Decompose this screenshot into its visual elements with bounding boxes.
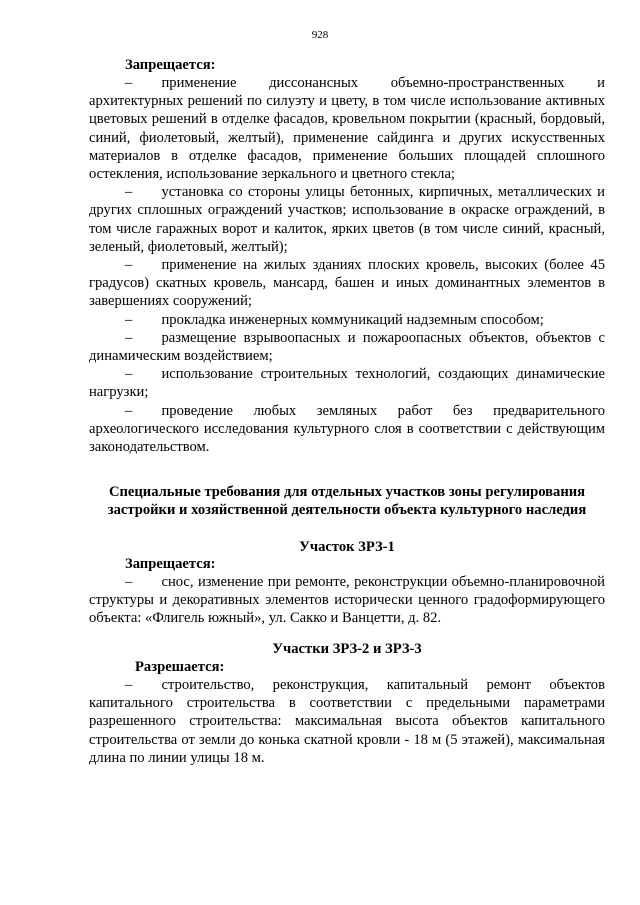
list-item: – применение на жилых зданиях плоских кровель, высоких (более 45 градусов) скатных кровель, мансард, башен и иных доминантных элементов в завершениях сооружений; [89, 257, 605, 310]
zrz23-text: – строительство, реконструкция, капитальный ремонт объектов капитального строительства в соответствии с предельными параметрами разрешенного строительства: максимальная высота объектов капитального строительства от земли до конька скатной кровли - 18 м (5 этажей), максимальная длина по линии улицы 18 м. [89, 677, 605, 766]
section-title-prohibited: Запрещается: [125, 57, 216, 73]
heading-line: Специальные требования для отдельных участков зоны регулирования [108, 484, 586, 500]
zrz23-heading: Участки ЗРЗ-2 и ЗРЗ-3 [272, 641, 422, 657]
list-item: – проведение любых земляных работ без предварительного археологического исследования культурного слоя в соответствии с действующим законодательством. [89, 402, 605, 456]
list-item: – размещение взрывоопасных и пожароопасных объектов, объектов с динамическим воздействием; [89, 329, 605, 365]
zrz1-label: Запрещается: [125, 556, 216, 572]
list-item: – применение диссонансных объемно-пространственных и архитектурных решений по силуэту и цвету, в том числе использование активных цветовых решений в отделке фасадов, кровельном покрытии (красный, бордовый, синий, фиолетовый, желтый), применение сайдинга и других искусственных материалов в отделке фасадов, применение больших площадей сплошного остекления, использование зеркального и цветного стекла; [89, 75, 605, 183]
list-item: – использование строительных технологий, создающих динамические нагрузки; [89, 366, 605, 401]
list-item: – установка со стороны улицы бетонных, кирпичных, металлических и других сплошных ограждений участков; использование в окраске ограждений, в том числе гаражных ворот и калиток, ярких цветов (в том числе синий, красный, зеленый, фиолетовый, желтый); [89, 184, 605, 255]
zrz23-text-block [89, 676, 605, 767]
list-item: – прокладка инженерных коммуникаций надземным способом; [125, 311, 544, 328]
prohibited-list [89, 74, 605, 456]
zrz1-text: – снос, изменение при ремонте, реконструкции объемно-планировочной структуры и декоративных элементов исторически ценного градоформирующего объекта: «Флигель южный», ул. Сакко и Ванцетти, д. 82. [89, 574, 605, 627]
special-requirements-heading [89, 483, 605, 519]
zrz1-text-block [89, 573, 605, 628]
zrz23-label: Разрешается: [135, 659, 225, 675]
page-number: 928 [311, 29, 329, 41]
zrz1-heading: Участок ЗРЗ-1 [299, 539, 395, 555]
heading-line: застройки и хозяйственной деятельности объекта культурного наследия [107, 502, 587, 519]
